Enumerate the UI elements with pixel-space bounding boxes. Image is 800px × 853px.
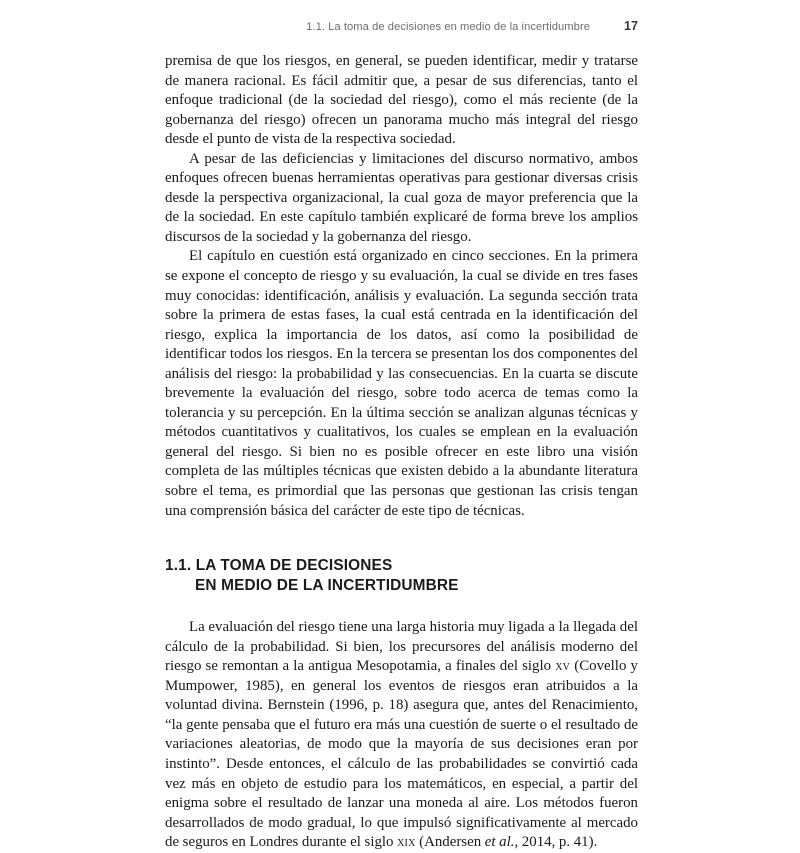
roman-numeral-smallcaps: xix — [397, 834, 416, 851]
paragraph-deficiencias: A pesar de las deficiencias y limitaciones del discurso normativo, ambos enfoques ofrecen buenas herramientas operativas para gestionar diversas crisis desde la perspectiva organizacional, la cual goza de mayor preferencia que la de la sociedad. En este capítulo también explicaré de forma breve los amplios discursos de la sociedad y la gobernanza del riesgo. — [165, 150, 638, 245]
paragraph-evaluacion: La evaluación del riesgo tiene una larga historia muy ligada a la llegada del cálculo de la probabilidad. Si bien, los precursores del análisis moderno del riesgo se remontan a la antigua Mesopotamia, a finales del siglo xv (Covello y Mumpower, 1985), en general los eventos de riesgos eran atribuidos a la voluntad divina. Bernstein (1996, p. 18) asegura que, antes del Renacimiento, “la gente pensaba que el futuro era más una cuestión de suerte o el resultado de variaciones aleatorias, de modo que la mayoría de sus decisiones eran por instinto”. Desde entonces, el cálculo de las probabilidades se convirtió cada vez más en objeto de estudio para los matemáticos, en especial, a partir del enigma sobre el resultado de lanzar una moneda al aire. Los métodos fueron desarrollados de modo gradual, lo que impulsó significativamente al mercado de seguros en Londres durante el siglo xix (Andersen et al., 2014, p. 41). — [165, 619, 638, 851]
text-column — [165, 52, 638, 853]
paragraph-premisa: premisa de que los riesgos, en general, se pueden identificar, medir y tratarse de manera racional. Es fácil admitir que, a pesar de sus diferencias, tanto el enfoque tradicional (de la sociedad del riesgo), como el más reciente (de la gobernanza del riesgo) ofrecen un panorama mucho más integral del riesgo desde el punto de vista de la respectiva sociedad. — [165, 53, 638, 148]
paragraph-capitulo: El capítulo en cuestión está organizado en cinco secciones. En la primera se expone el concepto de riesgo y su evaluación, la cual se divide en tres fases muy conocidas: identificación, análisis y evaluación. La segunda sección trata sobre la primera de estas fases, la cual está centrada en la identificación del riesgo, explica la importancia de los datos, así como la posibilidad de identificar todos los riesgos. En la tercera se presentan los dos componentes del análisis del riesgo: la probabilidad y las consecuencias. En la cuarta se discute brevemente la evaluación del riesgo, sobre todo acerca de temas como la tolerancia y su percepción. En la última sección se analizan algunas técnicas y métodos cuantitativos y cualitativos, los cuales se emplean en la evaluación general del riesgo. Si bien no es posible ofrecer en este libro una visión completa de las múltiples técnicas que existen debido a la abundante literatura sobre el tema, es primordial que las personas que gestionan las crisis tengan una comprensión básica del carácter de este tipo de técnicas. — [165, 248, 638, 519]
running-header-title: 1.1. La toma de decisiones en medio de la incertidumbre — [306, 21, 590, 33]
latin-abbrev-italic: et al. — [484, 834, 515, 851]
section-number: 1.1. — [165, 557, 196, 575]
section-heading — [165, 521, 638, 618]
page-number: 17 — [623, 19, 638, 33]
section-title-line-2: EN MEDIO DE LA INCERTIDUMBRE — [195, 576, 459, 594]
body-paragraph-group — [165, 52, 638, 521]
roman-numeral-smallcaps: xv — [555, 658, 571, 675]
running-header — [165, 19, 638, 33]
section-title-line-1: LA TOMA DE DECISIONES — [195, 557, 393, 575]
